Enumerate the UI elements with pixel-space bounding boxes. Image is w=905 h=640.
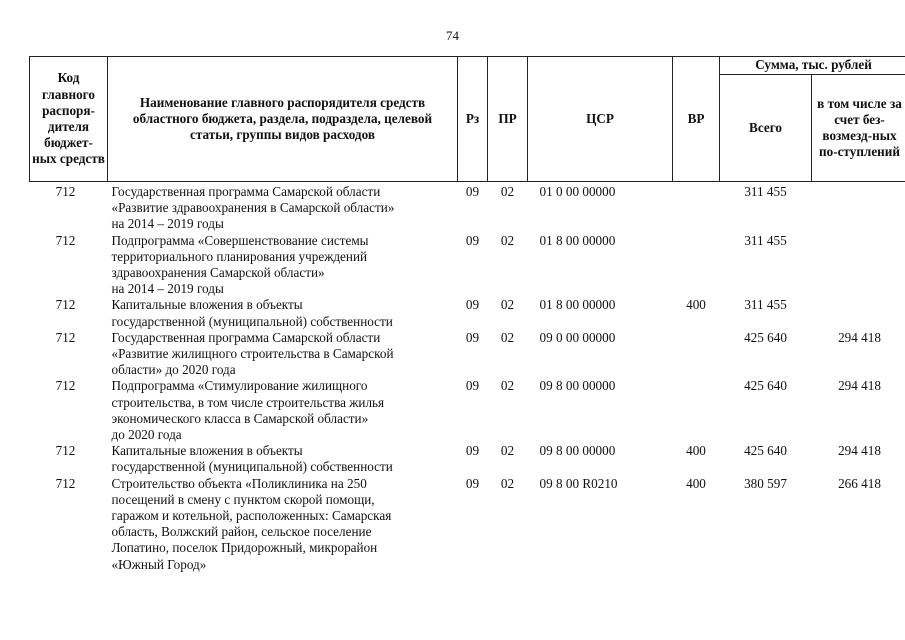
total-cell: 311 455: [744, 297, 787, 313]
name-line: Подпрограмма «Стимулирование жилищного: [111, 378, 368, 394]
name-cell: [108, 476, 458, 573]
name-cell: [108, 330, 458, 379]
name-line: Строительство объекта «Поликлиника на 250: [111, 475, 367, 491]
rz-cell: 09: [465, 329, 480, 345]
vr-cell: 400: [686, 475, 706, 491]
name-cell: [108, 182, 458, 233]
csr-cell: 01 8 00 00000: [539, 232, 616, 248]
name-line: на 2014 – 2019 годы: [111, 216, 224, 232]
name-line: здравоохранения Самарской области»: [111, 265, 325, 281]
code-cell: 712: [55, 297, 76, 313]
rz-cell: 09: [465, 297, 480, 313]
name-line: Подпрограмма «Совершенствование системы: [111, 232, 369, 248]
total-cell: 380 597: [744, 475, 787, 491]
header-rz: Рз: [458, 57, 488, 182]
grant-cell: [812, 297, 905, 329]
header-grant: в том числе за счет без-возмезд-ных по-ступлений: [812, 75, 905, 182]
header-code: Код главного распоря-дителя бюджет-ных средств: [30, 57, 108, 182]
name-line: территориального планирования учреждений: [111, 248, 368, 264]
grant-cell: 294 418: [838, 443, 881, 459]
total-cell: 425 640: [744, 443, 787, 459]
grant-cell: 294 418: [838, 329, 881, 345]
name-line: Государственная программа Самарской области: [111, 329, 381, 345]
name-line: на 2014 – 2019 годы: [111, 281, 224, 297]
code-cell: 712: [55, 184, 76, 199]
budget-table: [29, 56, 905, 573]
rz-cell: 09: [465, 378, 480, 394]
page-number: 74: [446, 28, 459, 43]
table-row: [30, 297, 905, 329]
rz-cell: 09: [465, 232, 480, 248]
vr-cell: 400: [686, 297, 706, 313]
grant-cell: [812, 182, 905, 233]
table-row: [30, 476, 905, 573]
name-line: область, Волжский район, сельское поселение: [111, 524, 372, 540]
name-line: государственной (муниципальной) собственности: [111, 459, 393, 475]
code-cell: 712: [55, 378, 76, 394]
rz-cell: 09: [465, 475, 480, 491]
name-cell: [108, 233, 458, 298]
table-row: [30, 443, 905, 475]
name-cell: [108, 297, 458, 329]
rz-cell: 09: [465, 184, 480, 199]
grant-cell: 266 418: [838, 475, 881, 491]
name-line: области» до 2020 года: [111, 362, 236, 378]
csr-cell: 01 8 00 00000: [539, 297, 616, 313]
name-cell: [108, 378, 458, 443]
csr-cell: 09 0 00 00000: [539, 329, 616, 345]
table-row: [30, 233, 905, 298]
vr-cell: [673, 182, 720, 233]
name-line: экономического класса в Самарской области»: [111, 410, 369, 426]
code-cell: 712: [55, 232, 76, 248]
pr-cell: 02: [500, 297, 515, 313]
table-body: [30, 182, 905, 573]
name-line: посещений в смену с пунктом скорой помощи,: [111, 491, 375, 507]
table-row: [30, 182, 905, 233]
table-row: [30, 330, 905, 379]
name-cell: [108, 443, 458, 475]
total-cell: 425 640: [744, 378, 787, 394]
total-cell: 311 455: [744, 232, 787, 248]
csr-cell: 09 8 00 00000: [539, 443, 616, 459]
header-sum: Сумма, тыс. рублей: [720, 57, 905, 75]
name-line: гаражом и котельной, расположенных: Самарская: [111, 508, 392, 524]
grant-cell: [812, 233, 905, 298]
pr-cell: 02: [500, 475, 515, 491]
code-cell: 712: [55, 475, 76, 491]
vr-cell: [673, 330, 720, 379]
rz-cell: 09: [465, 443, 480, 459]
pr-cell: 02: [500, 184, 515, 199]
header-vr: ВР: [673, 57, 720, 182]
name-line: до 2020 года: [111, 427, 182, 443]
name-line: Капитальные вложения в объекты: [111, 443, 303, 459]
name-line: Капитальные вложения в объекты: [111, 297, 303, 313]
header-pr: ПР: [488, 57, 528, 182]
name-line: «Южный Город»: [111, 556, 207, 572]
pr-cell: 02: [500, 443, 515, 459]
vr-cell: [673, 233, 720, 298]
code-cell: 712: [55, 443, 76, 459]
pr-cell: 02: [500, 329, 515, 345]
header-csr: ЦСР: [528, 57, 673, 182]
name-line: государственной (муниципальной) собственности: [111, 313, 393, 329]
name-line: строительства, в том числе строительства жилья: [111, 394, 385, 410]
csr-cell: 09 8 00 00000: [539, 378, 616, 394]
vr-cell: [673, 378, 720, 443]
code-cell: 712: [55, 329, 76, 345]
csr-cell: 09 8 00 R0210: [539, 475, 618, 491]
name-line: Государственная программа Самарской области: [111, 184, 381, 199]
grant-cell: 294 418: [838, 378, 881, 394]
table-row: [30, 378, 905, 443]
vr-cell: 400: [686, 443, 706, 459]
header-total: Всего: [720, 75, 812, 182]
name-line: «Развитие здравоохранения в Самарской области»: [111, 200, 395, 216]
total-cell: 311 455: [744, 184, 787, 199]
pr-cell: 02: [500, 232, 515, 248]
header-name: Наименование главного распорядителя средств областного бюджета, раздела, подраздела, целевой статьи, группы видов расходов: [108, 57, 458, 182]
pr-cell: 02: [500, 378, 515, 394]
total-cell: 425 640: [744, 329, 787, 345]
csr-cell: 01 0 00 00000: [539, 184, 616, 199]
name-line: «Развитие жилищного строительства в Самарской: [111, 346, 394, 362]
name-line: Лопатино, поселок Придорожный, микрорайон: [111, 540, 378, 556]
